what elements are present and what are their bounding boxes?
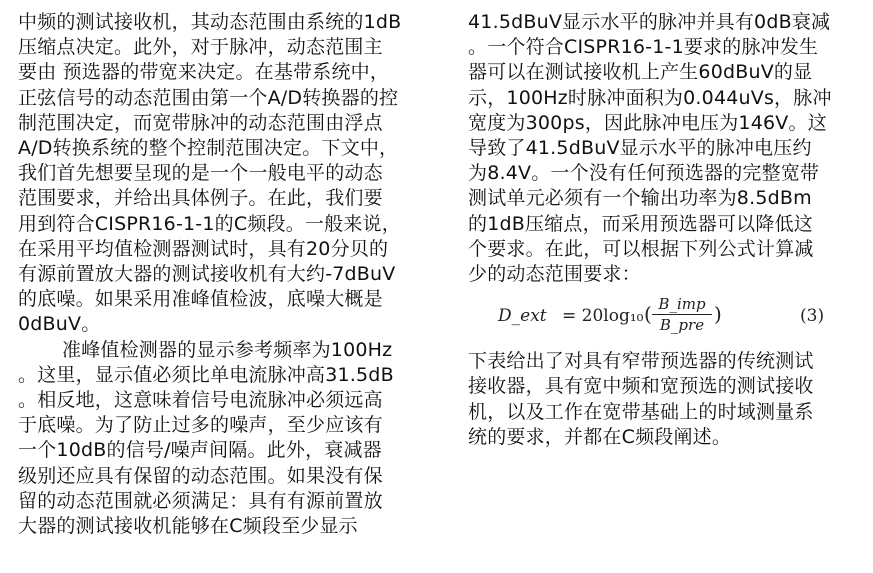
paragraph-first-line: 准峰值检测器的显示参考频率为100Hz	[62, 338, 393, 361]
text-line: 用到符合CISPR16-1-1的C频段。一般来说，	[18, 212, 401, 235]
text-line: 示，100Hz时脉冲面积为0.044uVs，脉冲	[468, 86, 832, 109]
text-line: 有源前置放大器的测试接收机有大约-7dBuV	[18, 263, 396, 286]
text-line: 要由 预选器的带宽来决定。在基带系统中，	[18, 61, 390, 84]
equation-lhs: D_ext	[498, 306, 547, 327]
text-line: A/D转换系统的整个控制范围决定。下文中，	[18, 137, 399, 160]
text-line: 制范围决定，而宽带脉冲的动态范围由浮点	[18, 111, 383, 134]
text-line: 器可以在测试接收机上产生60dBuV的显	[468, 61, 813, 84]
equation-rhs-prefix: = 20log₁₀	[562, 306, 644, 327]
right-column	[468, 10, 862, 450]
text-line: 机，以及工作在宽带基础上的时域测量系	[468, 400, 814, 423]
text-line: 在采用平均值检测器测试时，具有20分贝的	[18, 237, 389, 260]
text-line: 。一个符合CISPR16-1-1要求的脉冲发生	[468, 36, 819, 59]
text-line: 的1dB压缩点，而采用预选器可以降低这	[468, 212, 813, 235]
text-line: 导致了41.5dBuV显示水平的脉冲电压约	[468, 137, 812, 160]
left-column	[18, 10, 442, 539]
equation-numerator: B_imp	[658, 295, 706, 314]
text-line: 正弦信号的动态范围由第一个A/D转换器的控	[18, 86, 399, 109]
text-line: 级别还应具有保留的动态范围。如果没有保	[18, 464, 383, 487]
text-line: 大器的测试接收机能够在C频段至少显示	[18, 515, 358, 538]
text-line: 。相反地，这意味着信号电流脉冲必须远高	[18, 389, 383, 412]
text-line: 的底噪。如果采用准峰值检波，底噪大概是	[18, 288, 383, 311]
equation-number: (3)	[800, 306, 825, 327]
fraction-bar	[652, 314, 712, 315]
text-line: 范围要求，并给出具体例子。在此，我们要	[18, 187, 383, 210]
text-line: 于底噪。为了防止过多的噪声，至少应该有	[18, 414, 383, 437]
text-line: 。这里，显示值必须比单电流脉冲高31.5dB	[18, 363, 394, 386]
text-line: 测试单元必须有一个输出功率为8.5dBm	[468, 187, 812, 210]
text-line: 少的动态范围要求：	[468, 263, 641, 286]
equation-3	[468, 293, 862, 345]
text-line: 个要求。在此，可以根据下列公式计算减	[468, 237, 814, 260]
text-line: 留的动态范围就必须满足：具有有源前置放	[18, 489, 383, 512]
text-line: 统的要求，并都在C频段阐述。	[468, 425, 732, 448]
text-line: 41.5dBuV显示水平的脉冲并具有0dB衰减	[468, 11, 831, 33]
equation-open-paren: (	[644, 302, 652, 327]
text-line: 为8.4V。一个没有任何预选器的完整宽带	[468, 162, 820, 185]
text-line: 接收器，具有宽中频和宽预选的测试接收	[468, 375, 814, 398]
text-line: 我们首先想要呈现的是一个一般电平的动态	[18, 162, 383, 185]
equation-close-paren: )	[714, 302, 722, 327]
text-line: 压缩点决定。此外，对于脉冲，动态范围主	[18, 36, 383, 59]
text-line: 下表给出了对具有窄带预选器的传统测试	[468, 350, 814, 373]
equation-fraction	[652, 295, 712, 334]
text-line: 宽度为300ps，因此脉冲电压为146V。这	[468, 111, 827, 134]
text-line: 一个10dB的信号/噪声间隔。此外，衰减器	[18, 439, 382, 462]
text-line: 中频的测试接收机，其动态范围由系统的1dB	[18, 11, 402, 33]
text-line: 0dBuV。	[18, 313, 101, 336]
equation-denominator: B_pre	[659, 316, 705, 335]
